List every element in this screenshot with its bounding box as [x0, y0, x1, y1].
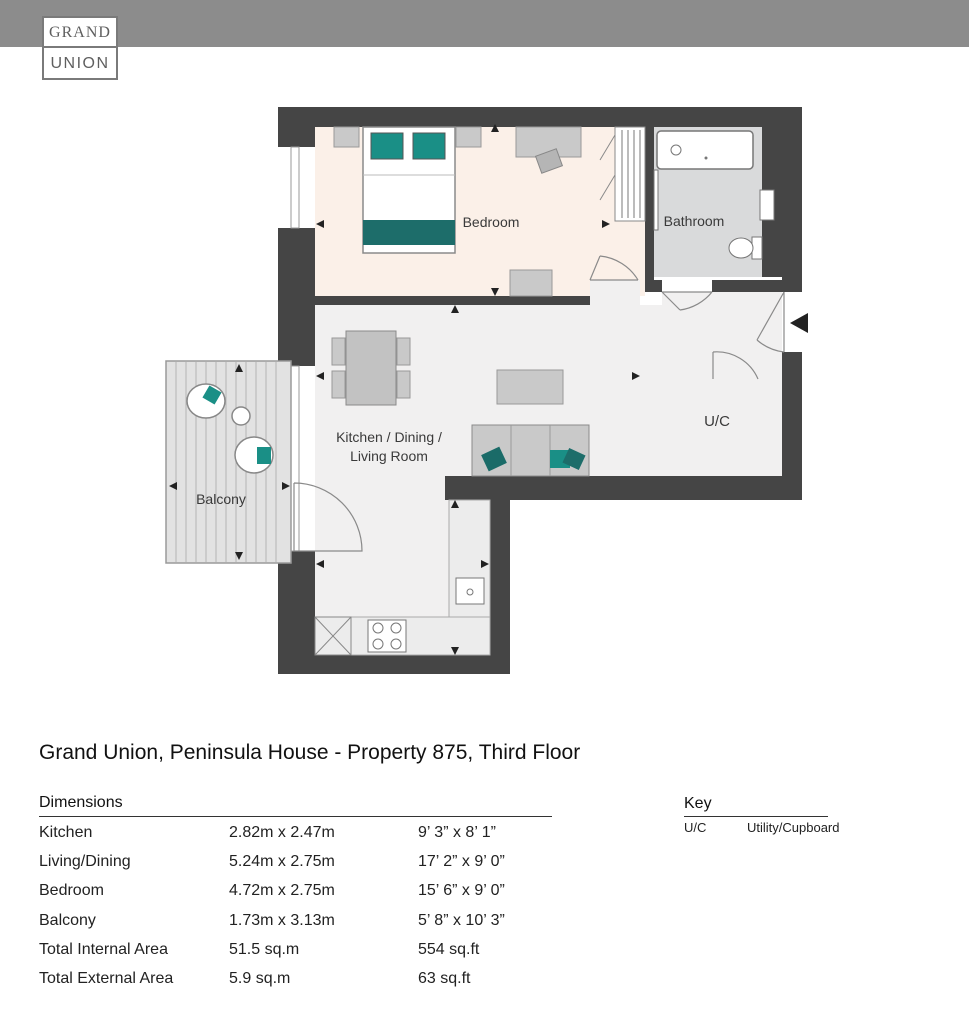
room-label-balcony: Balcony [196, 491, 246, 507]
dimension-room-name: Total Internal Area [39, 941, 168, 958]
toilet [729, 237, 762, 259]
dimension-row [39, 824, 559, 853]
dimension-imperial: 5’ 8” x 10’ 3” [418, 912, 505, 929]
hall-floor-2 [662, 292, 782, 305]
dimension-imperial: 554 sq.ft [418, 941, 480, 958]
room-label-uc: U/C [704, 413, 730, 430]
balcony-table [232, 407, 250, 425]
logo-line-1: GRAND [44, 18, 116, 48]
dimension-room-name: Living/Dining [39, 853, 131, 870]
room-label-bathroom: Bathroom [663, 213, 725, 229]
bedroom-window [291, 147, 299, 228]
key-heading: Key [684, 795, 712, 812]
balcony-window [291, 366, 299, 551]
dimension-row [39, 912, 559, 941]
dimension-imperial: 15’ 6” x 9’ 0” [418, 882, 505, 899]
dimensions-heading: Dimensions [39, 794, 123, 811]
bedside-table-right [456, 127, 481, 147]
dimension-imperial: 17’ 2” x 9’ 0” [418, 853, 505, 870]
balcony-chair-1 [187, 384, 225, 418]
balcony-chair-2 [235, 437, 273, 473]
balcony [166, 361, 291, 563]
dimension-row [39, 853, 559, 882]
property-title: Grand Union, Peninsula House - Property 875, Third Floor [39, 741, 581, 764]
room-label-living-line2: Living Room [350, 448, 428, 464]
key-meaning: Utility/Cupboard [747, 820, 840, 835]
dimension-room-name: Total External Area [39, 970, 174, 987]
dimension-row [39, 970, 559, 999]
dimension-metric: 5.9 sq.m [229, 970, 291, 987]
key-divider [684, 816, 828, 817]
fridge [315, 617, 351, 655]
room-label-bedroom: Bedroom [462, 214, 520, 230]
dimension-room-name: Bedroom [39, 882, 104, 899]
dimension-metric: 51.5 sq.m [229, 941, 300, 958]
dimension-row [39, 941, 559, 970]
entrance-arrow-icon [790, 313, 808, 333]
dimension-metric: 5.24m x 2.75m [229, 853, 335, 870]
bathroom-basin [760, 190, 774, 220]
dimension-metric: 1.73m x 3.13m [229, 912, 335, 929]
sofa [472, 425, 589, 476]
dimension-row [39, 882, 559, 911]
dimension-room-name: Balcony [39, 912, 96, 929]
dimension-imperial: 9’ 3” x 8’ 1” [418, 824, 496, 841]
room-label-living-line1: Kitchen / Dining / [336, 429, 442, 445]
key-abbreviation: U/C [684, 820, 707, 835]
dimension-metric: 4.72m x 2.75m [229, 882, 335, 899]
bed [363, 127, 455, 253]
dimension-imperial: 63 sq.ft [418, 970, 471, 987]
dimensions-divider [39, 816, 552, 817]
shower-screen [654, 170, 658, 230]
bedside-table-left [334, 127, 359, 147]
kitchen-sink [456, 578, 484, 604]
dimension-metric: 2.82m x 2.47m [229, 824, 335, 841]
dresser [510, 270, 552, 296]
bathtub [657, 131, 753, 169]
hall-floor [590, 280, 640, 305]
logo-line-2: UNION [50, 55, 110, 72]
hob [368, 620, 406, 652]
tv-unit [497, 370, 563, 404]
dimension-room-name: Kitchen [39, 824, 93, 841]
